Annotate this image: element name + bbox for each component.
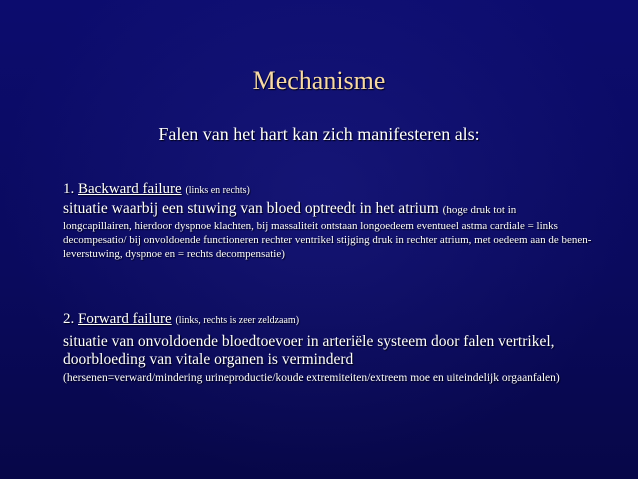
section-backward-failure [63, 180, 608, 261]
slide-title: Mechanisme [252, 66, 386, 95]
slide-subtitle: Falen van het hart kan zich manifesteren als: [158, 124, 480, 144]
section-term: Forward failure [78, 311, 172, 327]
section-body: longcapillairen, hierdoor dyspnoe klachten, bij massaliteit ontstaan longoedeem eventueel astma cardiale = links decompesatio/ bij onvoldoende functioneren rechter ventrikel stijging druk in rechter atrium, met oedeem aan de benen- leverstuwing, dyspnoe en = rechts decompensatie) [63, 220, 592, 260]
section-detail: (hersenen=verward/mindering urineproductie/koude extremiteiten/extreem moe en uiteindelijk orgaanfalen) [63, 372, 560, 384]
section-term: Backward failure [78, 181, 182, 197]
section-number: 2. [63, 311, 75, 327]
section-number: 1. [63, 181, 75, 197]
section-heading [63, 180, 608, 200]
section-note: (links en rechts) [185, 185, 250, 196]
section-forward-failure [63, 310, 608, 387]
section-lead [63, 200, 608, 219]
section-note: (links, rechts is zeer zeldzaam) [175, 315, 300, 326]
section-lead-text: situatie waarbij een stuwing van bloed optreedt in het atrium [63, 200, 439, 217]
section-lead-small: (hoge druk tot in [442, 204, 517, 216]
section-lead: situatie van onvoldoende bloedtoevoer in arteriële systeem door falen vertrikel, doorbloeding van vitale organen is verminderd [63, 333, 555, 368]
section-heading [63, 310, 608, 330]
